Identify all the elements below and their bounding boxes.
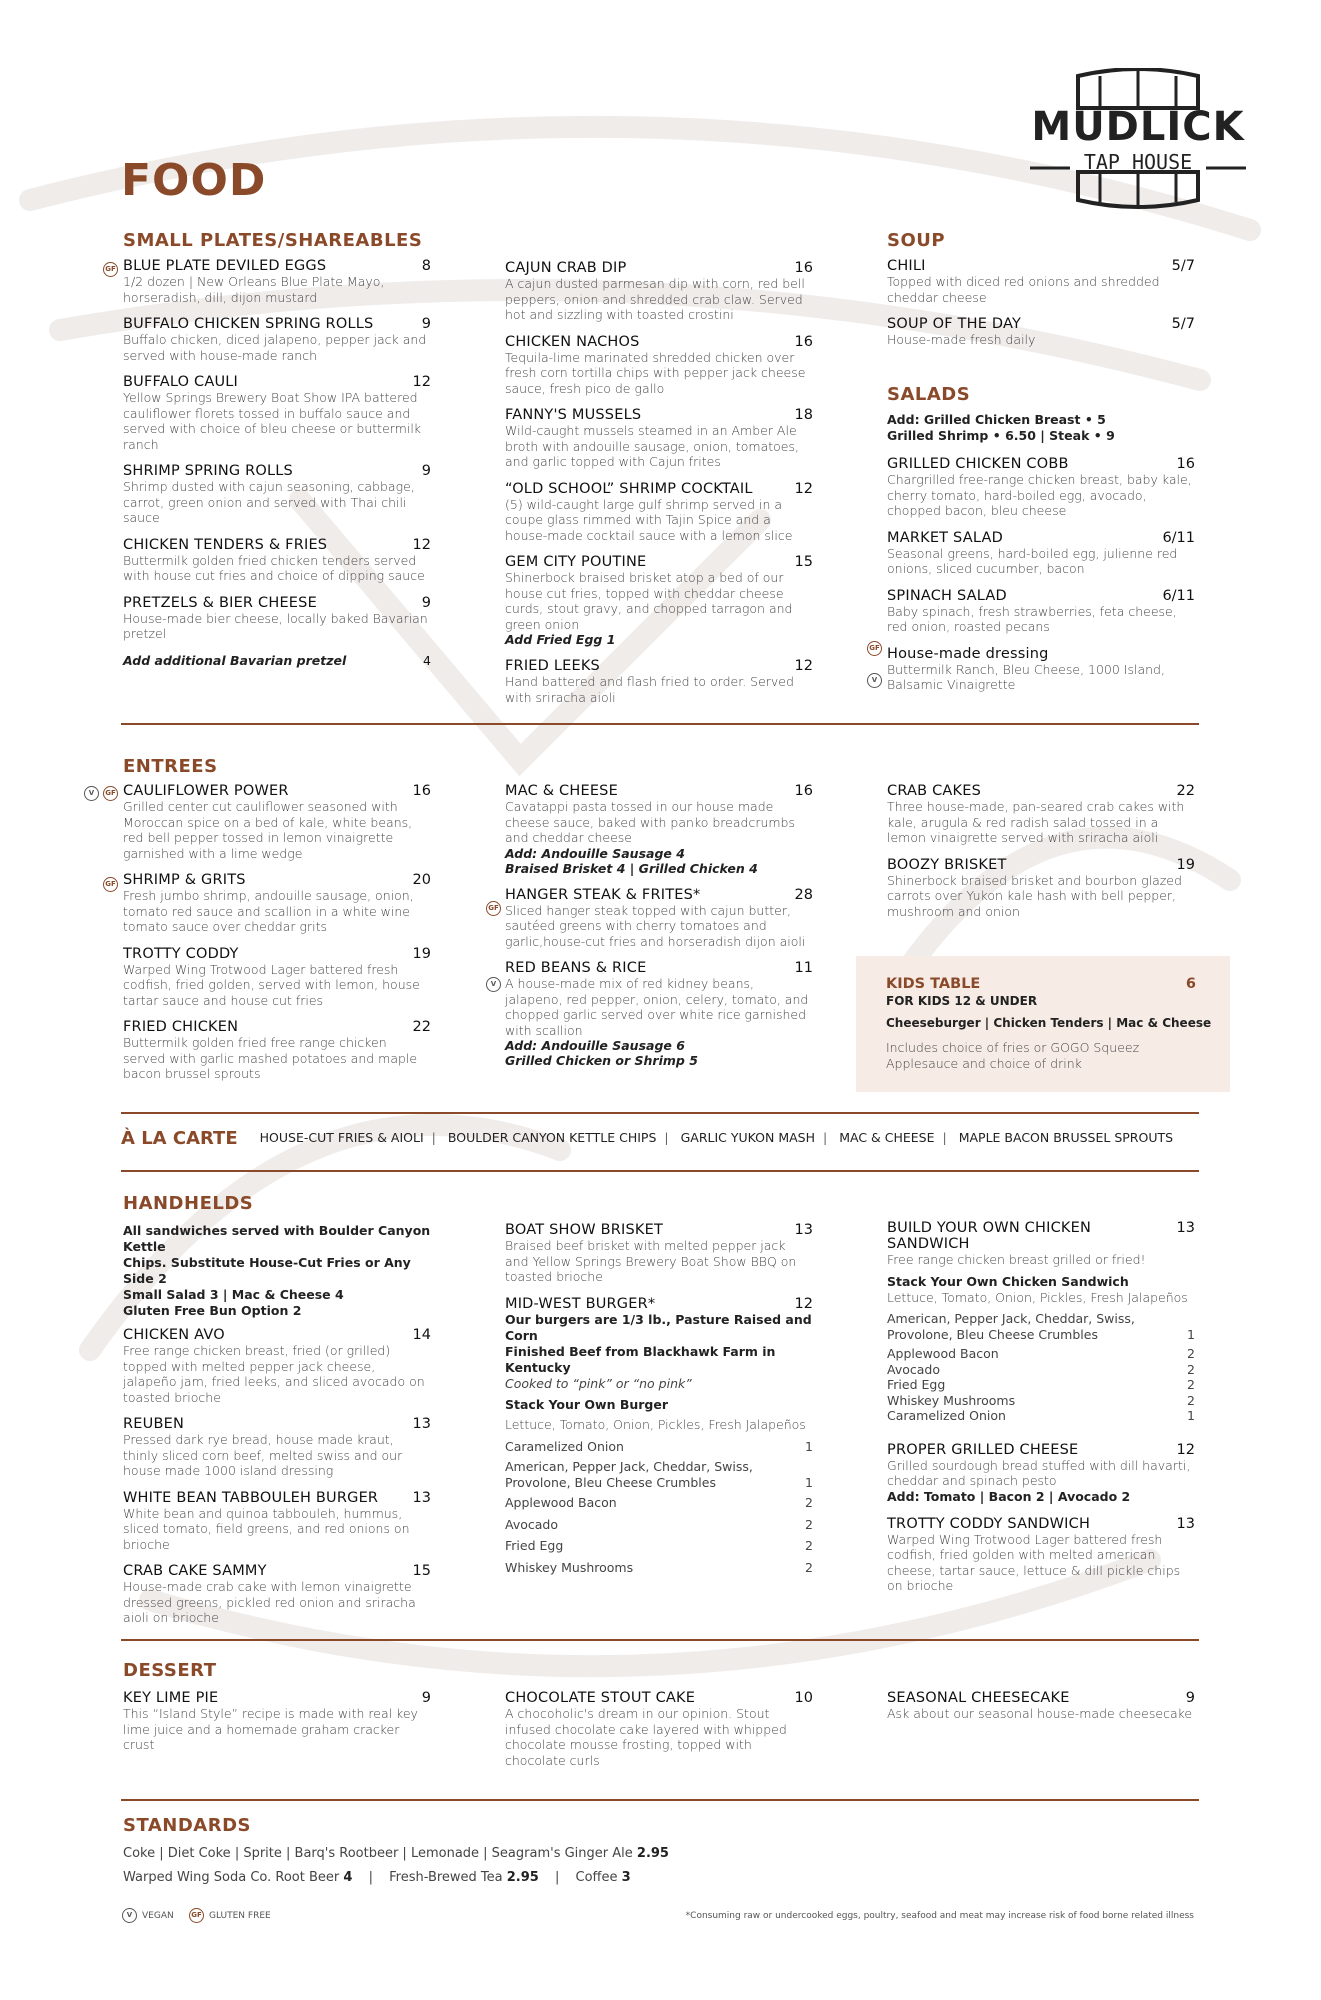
small-plates-col2 xyxy=(505,260,813,716)
menu-item: CHICKEN TENDERS & FRIES 12 Buttermilk golden fried chicken tenders served with house cut fries and choice of dipping sauce xyxy=(123,536,431,583)
dessert-col3 xyxy=(887,1690,1195,1733)
menu-item: SEASONAL CHEESECAKE 9 Ask about our seasonal house-made cheesecake xyxy=(887,1690,1195,1721)
menu-item: BUFFALO CHICKEN SPRING ROLLS 9 Buffalo chicken, diced jalapeno, pepper jack and served with house-made ranch xyxy=(123,316,431,363)
menu-item: SOUP OF THE DAY 5/7 House-made fresh daily xyxy=(887,316,1195,347)
menu-item: BOAT SHOW BRISKET 13 Braised beef brisket with melted pepper jack and Yellow Springs Brewery Boat Show BBQ on toasted brioche xyxy=(505,1222,813,1284)
gluten-free-icon: GF xyxy=(189,1908,204,1923)
gluten-free-legend: GLUTEN FREE xyxy=(209,1911,271,1921)
menu-item: CAJUN CRAB DIP 16 A cajun dusted parmesan dip with corn, red bell peppers, onion and shredded crab claw. Served hot and sizzling with toasted crostini xyxy=(505,260,813,322)
kids-options: Cheeseburger | Chicken Tenders | Mac & Cheese xyxy=(886,1016,1212,1030)
menu-item: HANGER STEAK & FRITES* 28 Sliced hanger steak topped with cajun butter, sautéed greens with cherry tomatoes and garlic,house-cut fries and horseradish dijon aioli xyxy=(505,886,813,949)
dessert-col2 xyxy=(505,1690,813,1779)
menu-item: TROTTY CODDY SANDWICH 13 Warped Wing Trotwood Lager battered fresh codfish, fried golden with melted american cheese, tartar sauce, lettuce & dill pickle chips on brioche xyxy=(887,1515,1195,1593)
menu-item: CRAB CAKES 22 Three house-made, pan-seared crab cakes with kale, arugula & red radish salad tossed in a lemon vinaigrette served with sriracha aioli xyxy=(887,783,1195,845)
alacarte-heading: À LA CARTE xyxy=(121,1128,238,1149)
standards-line2: Warped Wing Soda Co. Root Beer 4 | Fresh-Brewed Tea 2.95 | Coffee 3 xyxy=(123,1870,631,1885)
kids-title: KIDS TABLE xyxy=(886,976,981,992)
menu-item: WHITE BEAN TABBOULEH BURGER 13 White bean and quinoa tabbouleh, hummus, sliced tomato, field greens, and red onions on brioche xyxy=(123,1489,431,1552)
vegan-legend: VEGAN xyxy=(142,1911,174,1921)
menu-item: BUFFALO CAULI 12 Yellow Springs Brewery Boat Show IPA battered cauliflower florets tossed in buffalo sauce and served with choice of bleu cheese or buttermilk ranch xyxy=(123,374,431,452)
menu-item: BLUE PLATE DEVILED EGGS 8 1/2 dozen | New Orleans Blue Plate Mayo, horseradish, dill, dijon mustard xyxy=(123,258,431,305)
mudlick-logo xyxy=(1030,68,1246,212)
menu-item: MARKET SALAD 6/11 Seasonal greens, hard-boiled egg, julienne red onions, sliced cucumber, bacon xyxy=(887,529,1195,576)
section-divider xyxy=(121,723,1199,725)
entrees-col2 xyxy=(505,783,813,1079)
entrees-heading: ENTREES xyxy=(123,756,218,777)
gluten-free-icon: GF xyxy=(486,901,501,916)
menu-item: REUBEN 13 Pressed dark rye bread, house made kraut, thinly sliced corn beef, melted swiss and our house made 1000 island dressing xyxy=(123,1416,431,1478)
handhelds-col1: All sandwiches served with Boulder Canyon Kettle Chips. Substitute House-Cut Fries or Any Side 2 Small Salad 3 | Mac & Cheese 4 Gluten Free Bun Option 2 CHICKEN AVO 14 Free range chicken breast, fried (or grilled) topped with melted pepper jack cheese, jalapeño jam, fried leeks, and sliced avocado on toasted brioche REUBEN 13 Pressed dark rye bread, house made kraut, thinly sliced corn beef, melted swiss and our house made 1000 island dressing WHITE BEAN TABBOULEH BURGER 13 White bean and quinoa tabbouleh, hummus, sliced tomato, field greens, and red onions on brioche CRAB CAKE SAMMY 15 House-made crab cake with lemon vinaigrette dressed greens, pickled red onion and sriracha aioli on brioche xyxy=(123,1223,431,1625)
menu-item: PRETZELS & BIER CHEESE 9 House-made bier cheese, locally baked Bavarian pretzel xyxy=(123,594,431,641)
menu-item: FRIED CHICKEN 22 Buttermilk golden fried free range chicken served with garlic mashed potatoes and maple bacon brussel sprouts xyxy=(123,1019,431,1081)
small-plates-col1 xyxy=(123,258,431,679)
gluten-free-icon: GF xyxy=(867,641,882,656)
handhelds-col2 xyxy=(505,1222,813,1586)
menu-item: FANNY'S MUSSELS 18 Wild-caught mussels steamed in an Amber Ale broth with andouille sausage, onion, tomatoes, and garlic topped with Cajun frites xyxy=(505,407,813,469)
menu-item: PROPER GRILLED CHEESE 12 Grilled sourdough bread stuffed with dill havarti, cheddar and spinach pesto Add: Tomato | Bacon 2 | Avocado 2 xyxy=(887,1441,1195,1504)
dessert-col1 xyxy=(123,1690,431,1764)
soup-col xyxy=(887,258,1195,359)
gluten-free-icon: GF xyxy=(103,786,118,801)
menu-item: CHILI 5/7 Topped with diced red onions and shredded cheddar cheese xyxy=(887,258,1195,305)
kids-subtitle: FOR KIDS 12 & UNDER xyxy=(886,994,1038,1008)
salads-col: Add: Grilled Chicken Breast • 5 Grilled Shrimp • 6.50 | Steak • 9 GRILLED CHICKEN COBB 16 Chargrilled free-range chicken breast, baby kale, cherry tomato, hard-boiled egg, avocado, chopped bacon, bleu cheese MARKET SALAD 6/11 Seasonal greens, hard-boiled egg, julienne red onions, sliced cucumber, bacon SPINACH SALAD 6/11 Baby spinach, fresh strawberries, feta cheese, red onion, roasted pecans House-made dressing Buttermilk Ranch, Bleu Cheese, 1000 Island, Balsamic Vinaigrette xyxy=(887,412,1195,692)
vegan-icon: V xyxy=(486,977,501,992)
menu-item: BOOZY BRISKET 19 Shinerbock braised brisket and bourbon glazed carrots over Yukon kale hash with bell pepper, mushroom and onion xyxy=(887,856,1195,919)
menu-item: SPINACH SALAD 6/11 Baby spinach, fresh strawberries, feta cheese, red onion, roasted pecans xyxy=(887,587,1195,634)
gluten-free-icon: GF xyxy=(103,262,118,277)
kids-price: 6 xyxy=(1185,976,1196,992)
menu-item: MAC & CHEESE 16 Cavatappi pasta tossed in our house made cheese sauce, baked with panko breadcrumbs and cheddar cheese Add: Andouille Sausage 4 Braised Brisket 4 | Grilled Chicken 4 xyxy=(505,783,813,876)
kids-desc: Includes choice of fries or GOGO Squeez Applesauce and choice of drink xyxy=(886,1040,1140,1071)
menu-item: RED BEANS & RICE 11 A house-made mix of red kidney beans, jalapeno, red pepper, onion, celery, tomato, and chopped garlic served over white rice garnished with scallion Add: Andouille Sausage 6 Grilled Chicken or Shrimp 5 xyxy=(505,960,813,1068)
section-divider xyxy=(121,1170,1199,1172)
menu-item: SHRIMP & GRITS 20 Fresh jumbo shrimp, andouille sausage, onion, tomato red sauce and scallion in a white wine tomato sauce over cheddar grits xyxy=(123,872,431,934)
menu-item: SHRIMP SPRING ROLLS 9 Shrimp dusted with cajun seasoning, cabbage, carrot, green onion and served with Thai chili sauce xyxy=(123,463,431,525)
entrees-col1 xyxy=(123,783,431,1093)
standards-heading: STANDARDS xyxy=(123,1815,251,1836)
menu-item: MID-WEST BURGER* 12 Our burgers are 1/3 lb., Pasture Raised and Corn Finished Beef from Blackhawk Farm in Kentucky Cooked to “pink” or “no pink” Stack Your Own Burger Lettuce, Tomato, Onion, Pickles, Fresh Jalapeños Caramelized Onion 1 American, Pepper Jack, Cheddar, Swiss, Provolone, Bleu Cheese Crumbles 1 Applewood Bacon 2 Avocado 2 Fried Egg 2 Whiskey Mushrooms 2 xyxy=(505,1295,813,1575)
salads-heading: SALADS xyxy=(887,384,971,405)
page-title: FOOD xyxy=(121,155,267,206)
handhelds-heading: HANDHELDS xyxy=(123,1193,254,1214)
handhelds-col3 xyxy=(887,1220,1195,1605)
menu-item: “OLD SCHOOL” SHRIMP COCKTAIL 12 (5) wild-caught large gulf shrimp served in a coupe glass rimmed with Tajin Spice and a house-made cocktail sauce with a lemon slice xyxy=(505,480,813,543)
menu-item: BUILD YOUR OWN CHICKEN SANDWICH 13 Free range chicken breast grilled or fried! Stack Your Own Chicken Sandwich Lettuce, Tomato, Onion, Pickles, Fresh Jalapeños American, Pepper Jack, Cheddar, Swiss, Provolone, Bleu Cheese Crumbles 1 Applewood Bacon 2 Avocado 2 Fried Egg 2 Whiskey Mushrooms 2 Caramelized Onion 1 xyxy=(887,1220,1195,1423)
menu-item: KEY LIME PIE 9 This “Island Style” recipe is made with real key lime juice and a homemade graham cracker crust xyxy=(123,1690,431,1752)
section-divider xyxy=(121,1799,1199,1801)
logo-subtitle: TAP HOUSE xyxy=(1083,150,1193,174)
menu-item: TROTTY CODDY 19 Warped Wing Trotwood Lager battered fresh codfish, fried golden, served with lemon, house tartar sauce and house cut fries xyxy=(123,945,431,1008)
kids-table-box xyxy=(856,956,1230,1092)
menu-item: FRIED LEEKS 12 Hand battered and flash fried to order. Served with sriracha aioli xyxy=(505,658,813,705)
logo-name: MUDLICK xyxy=(1031,104,1245,150)
standards-line1: Coke | Diet Coke | Sprite | Barq's Rootbeer | Lemonade | Seagram's Ginger Ale 2.95 xyxy=(123,1846,669,1861)
vegan-icon: V xyxy=(84,786,99,801)
vegan-icon: V xyxy=(867,673,882,688)
menu-item: CAULIFLOWER POWER 16 Grilled center cut cauliflower seasoned with Moroccan spice on a bed of kale, white beans, red bell pepper tossed in lemon vinaigrette garnished with a lime wedge xyxy=(123,783,431,861)
menu-item: CRAB CAKE SAMMY 15 House-made crab cake with lemon vinaigrette dressed greens, pickled red onion and sriracha aioli on brioche xyxy=(123,1563,431,1625)
menu-item: CHOCOLATE STOUT CAKE 10 A chocoholic's dream in our opinion. Stout infused chocolate cake layered with whipped chocolate mousse frosting, topped with chocolate curls xyxy=(505,1690,813,1768)
small-plates-heading: SMALL PLATES/SHAREABLES xyxy=(123,230,423,251)
menu-item: CHICKEN AVO 14 Free range chicken breast, fried (or grilled) topped with melted pepper jack cheese, jalapeño jam, fried leeks, and sliced avocado on toasted brioche xyxy=(123,1327,431,1405)
disclaimer: *Consuming raw or undercooked eggs, poultry, seafood and meat may increase risk of food borne related illness xyxy=(685,1911,1194,1921)
section-divider xyxy=(121,1112,1199,1114)
entrees-col3 xyxy=(887,783,1195,930)
dressing-item: House-made dressing Buttermilk Ranch, Bleu Cheese, 1000 Island, Balsamic Vinaigrette xyxy=(887,645,1165,692)
dessert-heading: DESSERT xyxy=(123,1660,217,1681)
add-on-line: Add additional Bavarian pretzel 4 xyxy=(123,652,431,668)
alacarte-row: À LA CARTE HOUSE-CUT FRIES & AIOLI | BOULDER CANYON KETTLE CHIPS | GARLIC YUKON MASH | MAC & CHEESE | MAPLE BACON BRUSSEL SPROUTS xyxy=(121,1128,1174,1149)
menu-item: GEM CITY POUTINE 15 Shinerbock braised brisket atop a bed of our house cut fries, topped with cheddar cheese curds, stout gravy, and chopped tarragon and green onion Add Fried Egg 1 xyxy=(505,554,813,647)
soup-heading: SOUP xyxy=(887,230,946,251)
menu-item: GRILLED CHICKEN COBB 16 Chargrilled free-range chicken breast, baby kale, cherry tomato, hard-boiled egg, avocado, chopped bacon, bleu cheese xyxy=(887,456,1195,518)
menu-item: CHICKEN NACHOS 16 Tequila-lime marinated shredded chicken over fresh corn tortilla chips with pepper jack cheese sauce, fresh pico de gallo xyxy=(505,333,813,396)
section-divider xyxy=(121,1639,1199,1641)
vegan-icon: V xyxy=(122,1908,137,1923)
gluten-free-icon: GF xyxy=(103,877,118,892)
